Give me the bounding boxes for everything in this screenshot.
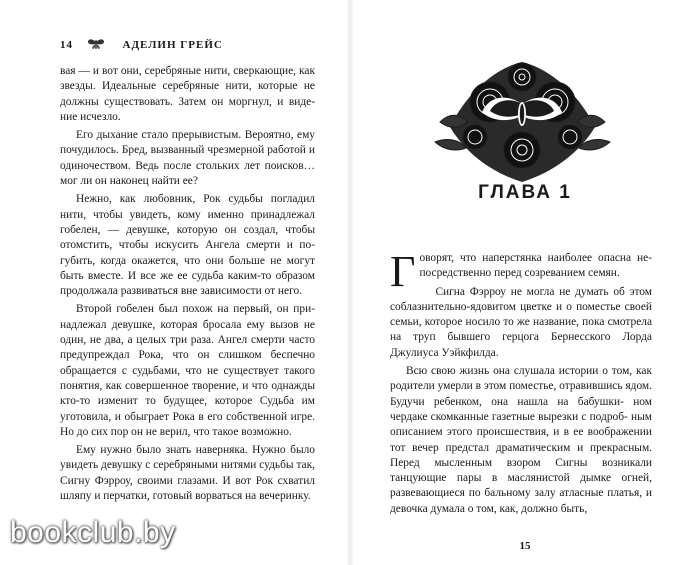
text-line: предупреждал Рока, что он слишком беспечно [60, 349, 315, 362]
text-line: гобелен, — девушке, которую он создал, чтобы [60, 223, 315, 236]
paragraph [60, 192, 315, 299]
paragraph [390, 364, 652, 517]
text-line: вечеринку. [259, 490, 311, 503]
text-line: и прекрасным. Перед мысленным взором Сигны [390, 441, 652, 469]
right-page-number: 15 [519, 540, 531, 552]
text-line: возникали танцующие пары в маслянистой дымке [390, 456, 652, 485]
text-line: отомстить, чтобы искусить Ангела смерти и по- [60, 239, 315, 252]
text-line: не должны существовать. Затем он моргнул, и виде- [60, 80, 315, 108]
text-line: быть вместе. И все же ее судьба каким-то образом [60, 269, 315, 282]
text-line: соблазнительно-ядовитом цветке и о поместье [390, 300, 621, 313]
text-line: Нежно, как любовник, Рок судьбы погладил [76, 193, 315, 206]
drop-cap: Г [390, 247, 416, 296]
paragraph [60, 302, 315, 440]
paragraph [60, 64, 315, 125]
text-line: Всю свою жизнь она слушала истории о том, [406, 365, 633, 378]
text-line: оворят, что наперстянка наиболее опасна не- [419, 252, 652, 264]
text-line: огней, развевающиеся по бальному залу атласные [390, 472, 652, 500]
text-line: Его дыхание стало прерывистым. Вероятно, [76, 129, 294, 142]
running-head-title: АДЕЛИН ГРЕЙС [122, 39, 223, 51]
text-line: надлежал девушке, которая бросала ему вызов не [60, 318, 315, 331]
text-line: своей семьи, которое носило то же название, пока [390, 300, 652, 329]
text-line: ему почудилось. Бред, вызванный чрезмерной [60, 129, 315, 157]
text-line: увидеть девушку с серебряными нитями судьбы [60, 459, 294, 472]
text-line: Лорда Джулиуса Уэйкфилда. [390, 331, 652, 359]
text-line: как родители умерли в этом поместье, отравившись [390, 365, 652, 393]
text-line: воображении тот вечер предстал драматическим [390, 426, 652, 454]
text-line: схватил шляпу и перчатки, готовый ворваться на [60, 474, 315, 503]
text-line: Второй гобелен был похож на первый, он при- [76, 303, 315, 316]
watermark: bookclub.by [10, 516, 176, 549]
paragraph [60, 443, 315, 504]
text-line: ядом. Будучи ребенком, она нашла на бабушки- [390, 380, 652, 408]
right-page [350, 0, 700, 565]
text-line: обращается с судьбами, что не существует такого [60, 364, 315, 377]
text-line: Сигна Фэрроу не могла не думать об этом [435, 285, 652, 298]
moth-icon [87, 38, 105, 50]
rose-and-moth-engraving-icon [430, 42, 615, 192]
text-line: губить, когда окажется, что они больше не могут [60, 254, 315, 267]
text-line: уготовила, и обыграет Рока в его собственной игре. [60, 410, 315, 423]
paragraph [390, 285, 652, 361]
text-line: как звезды. Идеальные серебряные нити, которые [60, 65, 315, 93]
left-page-number: 14 [60, 39, 73, 51]
text-line: ным описанием этого происшествия, и в ее [390, 410, 652, 439]
chapter-title: ГЛАВА 1 [478, 182, 572, 203]
text-line: посредственно перед созреванием семян. [419, 267, 620, 280]
text-line: нити, чтобы увидеть, кому именно принадлежал [60, 208, 315, 221]
text-line: вая — и вот они, серебряные нити, сверкающие, [60, 65, 297, 77]
text-line: понятия, как совершенное творение, и что однажды [60, 379, 315, 392]
text-line: так, Сигну Фэрроу, своими глазами. И вот Рок [60, 459, 315, 487]
paragraph [60, 128, 315, 189]
text-line: смотрела на труп бывшего герцога Бернесского [390, 316, 652, 344]
running-header [60, 38, 223, 51]
text-line: продолжала развиваться вне зависимости от него. [60, 285, 303, 298]
text-line: ние исчезло. [60, 110, 121, 123]
text-line: кто-то изменит то будущее, которое Судьба им [60, 395, 315, 408]
text-line: один, не два, а целых три раза. Ангел смерти часто [60, 334, 315, 347]
text-line: платья, и девочка думала о том, как, должно быть, [390, 487, 652, 515]
text-line: Ему нужно было знать наверняка. Нужно было [76, 444, 315, 457]
text-line: Но до сих пор он не верил, что такое возможно. [60, 425, 292, 438]
right-page-body [390, 247, 652, 517]
text-line: работой и одиночеством. Ведь после стольких лет [60, 144, 315, 172]
left-page-body [60, 64, 315, 504]
text-line: поисков… мог ли он наконец найти ее? [60, 159, 316, 188]
text-line: ном чердаке скомканные газетные вырезки с подроб- [390, 395, 652, 423]
